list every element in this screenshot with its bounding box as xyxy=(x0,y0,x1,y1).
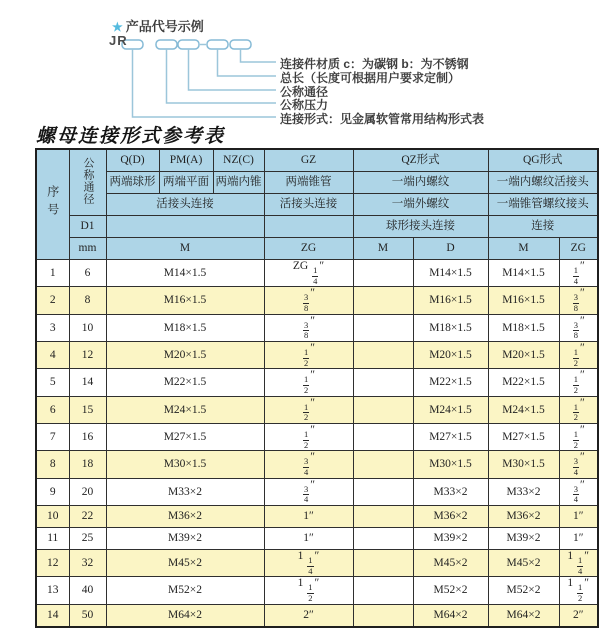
table-cell: 1 $\frac{1}{2}$ ″ xyxy=(559,577,598,604)
table-cell: $\frac{3}{4}$ ″ xyxy=(559,451,598,478)
table-cell: 32 xyxy=(69,550,106,577)
table-cell xyxy=(353,314,413,341)
table-row xyxy=(36,424,598,451)
table-cell: $\frac{1}{2}$ ″ xyxy=(264,342,353,369)
table-cell: 1 $\frac{1}{4}$ ″ xyxy=(264,550,353,577)
table-cell: 8 xyxy=(69,287,106,314)
header-row-1 xyxy=(36,149,598,172)
table-row xyxy=(36,342,598,369)
table-cell: 8 xyxy=(36,451,69,478)
table-cell: M30×1.5 xyxy=(413,451,488,478)
table-cell xyxy=(353,550,413,577)
table-cell: 10 xyxy=(36,506,69,528)
table-cell: 2″ xyxy=(559,604,598,627)
table-cell: M33×2 xyxy=(106,478,264,505)
table-row xyxy=(36,528,598,550)
table-cell: 1″ xyxy=(559,506,598,528)
table-cell: M20×1.5 xyxy=(413,342,488,369)
table-row xyxy=(36,369,598,396)
table-cell: 14 xyxy=(36,604,69,627)
table-cell: M22×1.5 xyxy=(488,369,559,396)
table-cell: 1″ xyxy=(559,528,598,550)
table-row xyxy=(36,260,598,287)
table-cell: M24×1.5 xyxy=(488,396,559,423)
code-boxes xyxy=(122,40,251,49)
table-cell: M36×2 xyxy=(413,506,488,528)
code-label-diameter: 公称通径 xyxy=(280,85,329,99)
header-cell-union-conn: 活接头连接 xyxy=(106,194,264,216)
table-cell: 18 xyxy=(69,451,106,478)
table-cell: 6 xyxy=(69,260,106,287)
table-cell xyxy=(353,396,413,423)
table-cell: $\frac{1}{2}$ ″ xyxy=(264,396,353,423)
table-cell: M22×1.5 xyxy=(106,369,264,396)
table-cell: $\frac{1}{2}$ ″ xyxy=(559,396,598,423)
table-cell: M16×1.5 xyxy=(488,287,559,314)
table-cell xyxy=(353,424,413,451)
table-cell: M14×1.5 xyxy=(488,260,559,287)
table-cell: 25 xyxy=(69,528,106,550)
table-cell xyxy=(353,287,413,314)
header-row-3 xyxy=(36,194,598,216)
table-cell xyxy=(353,478,413,505)
table-cell: $\frac{1}{2}$ ″ xyxy=(559,342,598,369)
table-cell: M36×2 xyxy=(488,506,559,528)
seq-label: 序号 xyxy=(45,184,60,221)
header-cell-qz-desc1: 一端内螺纹 xyxy=(353,172,488,194)
table-title: 螺母连接形式参考表 xyxy=(36,125,226,147)
header-cell-qz-desc2: 一端外螺纹 xyxy=(353,194,488,216)
table-cell: M33×2 xyxy=(488,478,559,505)
table-cell: $\frac{3}{8}$ ″ xyxy=(264,287,353,314)
header-row-2 xyxy=(36,172,598,194)
header-cell-seq xyxy=(36,149,69,260)
header-cell-q-desc: 两端球形 xyxy=(106,172,159,194)
table-cell: M18×1.5 xyxy=(413,314,488,341)
table-cell: 2 xyxy=(36,287,69,314)
table-cell: ZG $\frac{1}{4}$ ″ xyxy=(264,260,353,287)
table-cell: 1 xyxy=(36,260,69,287)
header-cell-nz-desc: 两端内锥 xyxy=(213,172,264,194)
table-cell: M14×1.5 xyxy=(413,260,488,287)
table-cell: M45×2 xyxy=(488,550,559,577)
table-cell: $\frac{1}{4}$ ″ xyxy=(559,260,598,287)
table-cell: 12 xyxy=(69,342,106,369)
table-cell: 9 xyxy=(36,478,69,505)
header-cell-qz-d: D xyxy=(413,238,488,260)
table-cell: M30×1.5 xyxy=(488,451,559,478)
table-row xyxy=(36,478,598,505)
table-cell: 1 $\frac{1}{2}$ ″ xyxy=(264,577,353,604)
table-cell: 50 xyxy=(69,604,106,627)
table-cell: 10 xyxy=(69,314,106,341)
table-cell: $\frac{3}{8}$ ″ xyxy=(559,287,598,314)
table-cell: $\frac{3}{4}$ ″ xyxy=(559,478,598,505)
table-cell: 40 xyxy=(69,577,106,604)
table-cell xyxy=(353,506,413,528)
header-cell-pm: PM(A) xyxy=(159,149,213,172)
table-cell: 2″ xyxy=(264,604,353,627)
table-cell xyxy=(353,369,413,396)
table-cell: M20×1.5 xyxy=(106,342,264,369)
product-code-prefix: JR xyxy=(109,33,128,48)
table-cell: 20 xyxy=(69,478,106,505)
table-cell: $\frac{3}{4}$ ″ xyxy=(264,478,353,505)
table-cell: $\frac{1}{2}$ ″ xyxy=(264,424,353,451)
table-cell: 15 xyxy=(69,396,106,423)
table-cell: 16 xyxy=(69,424,106,451)
table-cell: 22 xyxy=(69,506,106,528)
header-cell-qz-conn: 球形接头连接 xyxy=(353,216,488,238)
header-cell-m: M xyxy=(106,238,264,260)
header-cell-pm-desc: 两端平面 xyxy=(159,172,213,194)
table-cell xyxy=(353,260,413,287)
table-cell: 1″ xyxy=(264,506,353,528)
code-label-length: 总长（长度可根据用户要求定制） xyxy=(280,71,461,85)
table-cell: M27×1.5 xyxy=(488,424,559,451)
table-cell: M64×2 xyxy=(106,604,264,627)
table-cell: $\frac{1}{2}$ ″ xyxy=(264,369,353,396)
table-row xyxy=(36,577,598,604)
header-cell-qg-zg: ZG xyxy=(559,238,598,260)
table-row xyxy=(36,506,598,528)
header-cell-gz-desc: 两端锥管 xyxy=(264,172,353,194)
header-cell-dn xyxy=(69,149,106,216)
table-cell: M52×2 xyxy=(106,577,264,604)
code-label-material: 连接件材质 c：为碳钢 b：为不锈钢 xyxy=(280,57,469,71)
table-cell: M20×1.5 xyxy=(488,342,559,369)
table-cell: M18×1.5 xyxy=(106,314,264,341)
header-cell-qg-conn: 连接 xyxy=(488,216,598,238)
table-cell: M36×2 xyxy=(106,506,264,528)
table-cell: M27×1.5 xyxy=(413,424,488,451)
table-body xyxy=(36,260,598,627)
table-cell: M39×2 xyxy=(106,528,264,550)
header-cell-gz-conn: 活接头连接 xyxy=(264,194,353,216)
dn-label: 公称通径 xyxy=(82,156,94,205)
header-cell-q: Q(D) xyxy=(106,149,159,172)
header-row-4 xyxy=(36,216,598,238)
table-cell: M27×1.5 xyxy=(106,424,264,451)
header-row-5 xyxy=(36,238,598,260)
code-label-pressure: 公称压力 xyxy=(280,98,329,112)
table-cell: 5 xyxy=(36,369,69,396)
table-cell: M39×2 xyxy=(488,528,559,550)
header-cell-zg: ZG xyxy=(264,238,353,260)
table-cell: $\frac{3}{8}$ ″ xyxy=(264,314,353,341)
table-cell: $\frac{3}{4}$ ″ xyxy=(264,451,353,478)
table-cell xyxy=(353,528,413,550)
table-cell: 3 xyxy=(36,314,69,341)
table-row xyxy=(36,287,598,314)
header-cell-qg-m: M xyxy=(488,238,559,260)
table-row xyxy=(36,604,598,627)
table-cell: M64×2 xyxy=(413,604,488,627)
header-cell-gz: GZ xyxy=(264,149,353,172)
table-cell: 11 xyxy=(36,528,69,550)
table-cell: $\frac{3}{8}$ ″ xyxy=(559,314,598,341)
table-cell: 4 xyxy=(36,342,69,369)
table-cell: M52×2 xyxy=(413,577,488,604)
header-cell-qg-desc2: 一端锥管螺纹接头 xyxy=(488,194,598,216)
table-cell: M64×2 xyxy=(488,604,559,627)
table-cell: 13 xyxy=(36,577,69,604)
table-cell: M30×1.5 xyxy=(106,451,264,478)
table-cell: 14 xyxy=(69,369,106,396)
header-cell-qz-m: M xyxy=(353,238,413,260)
diagram-title-text: 产品代号示例 xyxy=(125,19,204,34)
header-cell-qz: QZ形式 xyxy=(353,149,488,172)
header-cell-blank-gz xyxy=(264,216,353,238)
table-cell: M14×1.5 xyxy=(106,260,264,287)
table-cell: $\frac{1}{2}$ ″ xyxy=(559,369,598,396)
table-cell: M16×1.5 xyxy=(413,287,488,314)
table-cell: 12 xyxy=(36,550,69,577)
code-label-connection: 连接形式：见金属软管常用结构形式表 xyxy=(280,112,485,126)
table-cell: M18×1.5 xyxy=(488,314,559,341)
header-cell-blank-m xyxy=(106,216,264,238)
table-row xyxy=(36,314,598,341)
table-cell: M45×2 xyxy=(106,550,264,577)
table-cell: M24×1.5 xyxy=(106,396,264,423)
table-cell: M22×1.5 xyxy=(413,369,488,396)
table-cell: 1″ xyxy=(264,528,353,550)
star-icon: ★ xyxy=(112,20,123,34)
table-cell xyxy=(353,451,413,478)
table-cell: 7 xyxy=(36,424,69,451)
nut-connection-reference-table xyxy=(35,148,599,628)
connector-lines xyxy=(133,45,277,118)
table-cell xyxy=(353,342,413,369)
table-row xyxy=(36,396,598,423)
header-cell-qg-desc1: 一端内螺纹活接头 xyxy=(488,172,598,194)
table-cell: M33×2 xyxy=(413,478,488,505)
table-cell xyxy=(353,577,413,604)
table-row xyxy=(36,550,598,577)
table-cell: 6 xyxy=(36,396,69,423)
table-cell: M16×1.5 xyxy=(106,287,264,314)
header-cell-nz: NZ(C) xyxy=(213,149,264,172)
table-cell: M45×2 xyxy=(413,550,488,577)
header-cell-mm: mm xyxy=(69,238,106,260)
table-cell: M52×2 xyxy=(488,577,559,604)
header-cell-qg: QG形式 xyxy=(488,149,598,172)
table-cell: $\frac{1}{2}$ ″ xyxy=(559,424,598,451)
header-cell-d1: D1 xyxy=(69,216,106,238)
table-row xyxy=(36,451,598,478)
table-cell xyxy=(353,604,413,627)
table-cell: 1 $\frac{1}{4}$ ″ xyxy=(559,550,598,577)
table-cell: M24×1.5 xyxy=(413,396,488,423)
table-cell: M39×2 xyxy=(413,528,488,550)
